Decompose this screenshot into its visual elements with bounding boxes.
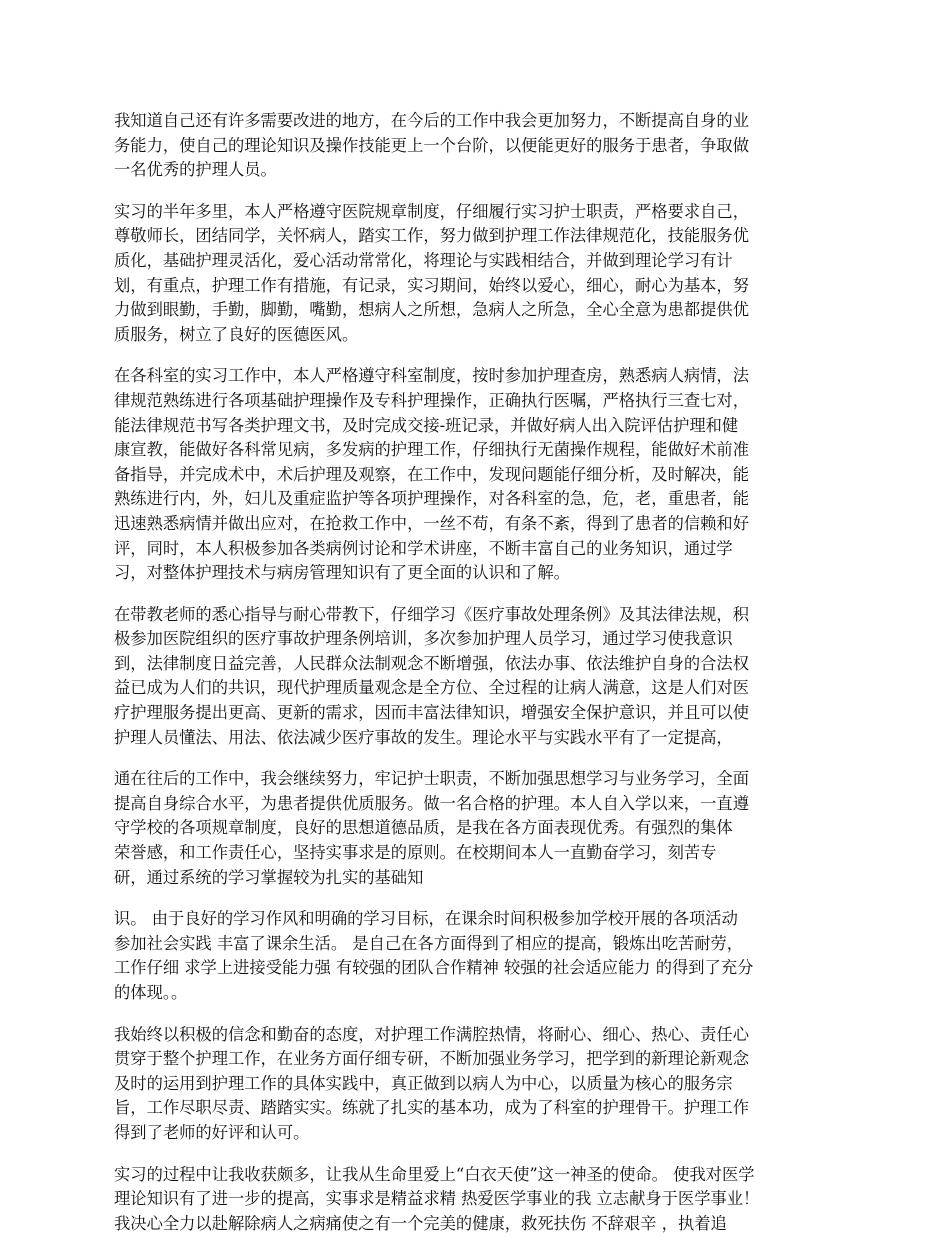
paragraph-4: 在带教老师的悉心指导与耐心带教下，仔细学习《医疗事故处理条例》及其法律法规，积 极参加医院组织的医疗事故护理条例培训，多次参加护理人员学习，通过学习使我意识 到，法律制度日益完善，人民群众法制观念不断增强，依法办事、依法维护自身的合法权 益已成为人们的共识，现代护理质量观念是全方位、全过程的让病人满意，这是人们对医 疗护理服务提出更高、更新的需求，因而丰富法律知识，增强安全保护意识，并且可以使 护理人员懂法、用法、依法减少医疗事故的发生。理论水平与实践水平有了一定提高，: [114, 604, 749, 747]
paragraph-5: 通在往后的工作中，我会继续努力，牢记护士职责，不断加强思想学习与业务学习，全面 提高自身综合水平，为患者提供优质服务。做一名合格的护理。本人自入学以来，一直遵 守学校的各项规章制度，良好的思想道德品质，是我在各方面表现优秀。有强烈的集体 荣誉感，和工作责任心，坚持实事求是的原则。在校期间本人一直勤奋学习，刻苦专 研，通过系统的学习掌握较为扎实的基础知: [114, 769, 749, 887]
paragraph-2: 实习的半年多里，本人严格遵守医院规章制度，仔细履行实习护士职责，严格要求自己， 尊敬师长，团结同学，关怀病人，踏实工作，努力做到护理工作法律规范化，技能服务优 质化，基础护理灵活化，爱心活动常常化，将理论与实践相结合，并做到理论学习有计 划，有重点，护理工作有措施，有记录，实习期间，始终以爱心，细心，耐心为基本，努 力做到眼勤，手勤，脚勤，嘴勤，想病人之所想，急病人之所急，全心全意为患都提供优 质服务，树立了良好的医德医风。: [114, 201, 749, 344]
paragraph-1: 我知道自己还有许多需要改进的地方，在今后的工作中我会更加努力，不断提高自身的业 务能力，使自己的理论知识及操作技能更上一个台阶，以便能更好的服务于患者，争取做 一名优秀的护理人员。: [114, 111, 749, 180]
paragraph-6: 识。 由于良好的学习作风和明确的学习目标，在课余时间积极参加学校开展的各项活动 参加社会实践 丰富了课余生活。 是自己在各方面得到了相应的提高，锻炼出吃苦耐劳， 工作仔细 求学上进接受能力强 有较强的团队合作精神 较强的社会适应能力 的得到了充分 的体现。。: [114, 909, 754, 1002]
paragraph-8: 实习的过程中让我收获颇多，让我从生命里爱上“白衣天使”这一神圣的使命。 使我对医学 理论知识有了进一步的提高，实事求是精益求精 热爱医学事业的我 立志献身于医学事业！ 我决心全力以赴解除病人之病痛使之有一个完美的健康，救死扶伤 不辞艰辛 ，执着追: [114, 1164, 760, 1233]
paragraph-7: 我始终以积极的信念和勤奋的态度，对护理工作满腔热情，将耐心、细心、热心、责任心 贯穿于整个护理工作，在业务方面仔细专研，不断加强业务学习，把学到的新理论新观念 及时的运用到护理工作的具体实践中，真正做到以病人为中心，以质量为核心的服务宗 旨，工作尽职尽责、踏踏实实。练就了扎实的基本功，成为了科室的护理骨干。护理工作 得到了老师的好评和认可。: [114, 1024, 749, 1142]
document-body: [114, 109, 842, 1253]
paragraph-3: 在各科室的实习工作中，本人严格遵守科室制度，按时参加护理查房，熟悉病人病情，法 律规范熟练进行各项基础护理操作及专科护理操作，正确执行医嘱，严格执行三查七对， 能法律规范书写各类护理文书，及时完成交接-班记录，并做好病人出入院评估护理和健 康宣教，能做好各科常见病，多发病的护理工作，仔细执行无菌操作规程，能做好术前准 备指导，并完成术中，术后护理及观察，在工作中，发现问题能仔细分析，及时解决，能 熟练进行内，外，妇儿及重症监护等各项护理操作，对各科室的急，危，老，重患者，能 迅速熟悉病情并做出应对，在抢救工作中，一丝不苟，有条不紊，得到了患者的信赖和好 评，同时，本人积极参加各类病例讨论和学术讲座，不断丰富自己的业务知识，通过学 习，对整体护理技术与病房管理知识有了更全面的认识和了解。: [114, 366, 749, 583]
